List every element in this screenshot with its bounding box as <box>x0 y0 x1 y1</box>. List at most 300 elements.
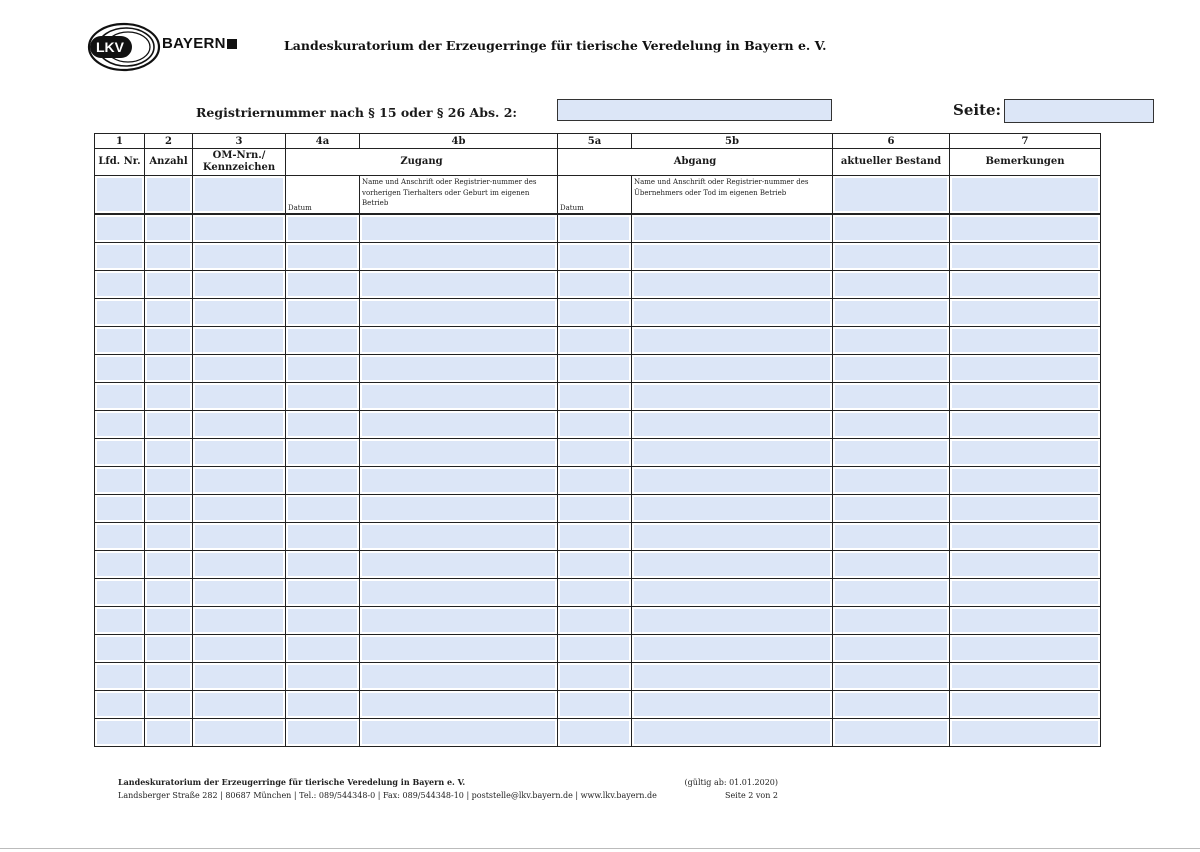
cell-lfd-nr[interactable] <box>95 691 145 719</box>
input-fill[interactable] <box>362 609 555 632</box>
input-fill[interactable] <box>835 721 947 744</box>
input-fill[interactable] <box>560 413 629 436</box>
cell-zugang[interactable] <box>360 243 558 271</box>
input-fill[interactable] <box>147 665 190 688</box>
cell-datum-zugang[interactable] <box>286 551 360 579</box>
input-fill[interactable] <box>634 469 830 492</box>
cell-om-nrn[interactable] <box>193 439 286 467</box>
cell-om-nrn[interactable] <box>193 663 286 691</box>
input-fill[interactable] <box>147 301 190 324</box>
cell-om-nrn[interactable] <box>193 214 286 243</box>
cell-anzahl[interactable] <box>145 551 193 579</box>
input-fill[interactable] <box>97 273 142 296</box>
input-fill[interactable] <box>560 273 629 296</box>
input-fill[interactable] <box>195 581 283 604</box>
cell-datum-abgang[interactable] <box>558 214 632 243</box>
input-fill[interactable] <box>560 637 629 660</box>
cell-bestand[interactable] <box>833 467 950 495</box>
input-fill[interactable] <box>560 525 629 548</box>
input-fill[interactable] <box>147 581 190 604</box>
input-fill[interactable] <box>835 469 947 492</box>
input-fill[interactable] <box>147 525 190 548</box>
input-fill[interactable] <box>952 217 1098 240</box>
input-fill[interactable] <box>288 245 357 268</box>
cell-zugang[interactable] <box>360 214 558 243</box>
cell-lfd-nr[interactable] <box>95 551 145 579</box>
cell-anzahl[interactable] <box>145 635 193 663</box>
cell-zugang[interactable] <box>360 355 558 383</box>
cell-bemerkungen[interactable] <box>950 355 1101 383</box>
input-fill[interactable] <box>952 581 1098 604</box>
cell-lfd-nr[interactable] <box>95 271 145 299</box>
input-fill[interactable] <box>288 273 357 296</box>
cell-abgang[interactable] <box>632 439 833 467</box>
input-fill[interactable] <box>147 413 190 436</box>
cell-lfd-nr[interactable] <box>95 467 145 495</box>
input-fill[interactable] <box>195 469 283 492</box>
cell-zugang[interactable] <box>360 691 558 719</box>
input-fill[interactable] <box>952 609 1098 632</box>
cell-datum-zugang[interactable] <box>286 663 360 691</box>
input-fill[interactable] <box>362 665 555 688</box>
input-fill[interactable] <box>835 609 947 632</box>
input-fill[interactable] <box>147 693 190 716</box>
input-fill[interactable] <box>97 413 142 436</box>
input-fill[interactable] <box>835 245 947 268</box>
input-fill[interactable] <box>195 665 283 688</box>
cell-lfd-nr[interactable] <box>95 663 145 691</box>
cell-bestand[interactable] <box>833 439 950 467</box>
input-fill[interactable] <box>97 385 142 408</box>
cell-bestand[interactable] <box>833 327 950 355</box>
input-fill[interactable] <box>560 217 629 240</box>
cell-abgang[interactable] <box>632 691 833 719</box>
input-fill[interactable] <box>835 329 947 352</box>
cell-om-nrn[interactable] <box>193 691 286 719</box>
input-fill[interactable] <box>560 609 629 632</box>
input-fill[interactable] <box>634 497 830 520</box>
input-fill[interactable] <box>952 497 1098 520</box>
input-fill[interactable] <box>147 553 190 576</box>
cell-bemerkungen[interactable] <box>950 327 1101 355</box>
cell-zugang[interactable] <box>360 411 558 439</box>
cell-abgang[interactable] <box>632 214 833 243</box>
cell-zugang[interactable] <box>360 551 558 579</box>
input-fill[interactable] <box>560 581 629 604</box>
input-fill[interactable] <box>288 553 357 576</box>
cell-lfd-nr[interactable] <box>95 495 145 523</box>
input-fill[interactable] <box>97 469 142 492</box>
input-fill[interactable] <box>97 497 142 520</box>
input-fill[interactable] <box>362 413 555 436</box>
input-fill[interactable] <box>362 581 555 604</box>
cell-datum-abgang[interactable] <box>558 579 632 607</box>
cell-abgang[interactable] <box>632 607 833 635</box>
cell-datum-abgang[interactable] <box>558 691 632 719</box>
cell-abgang[interactable] <box>632 663 833 691</box>
input-fill[interactable] <box>195 609 283 632</box>
cell-bemerkungen[interactable] <box>950 411 1101 439</box>
cell-datum-abgang[interactable] <box>558 355 632 383</box>
cell-bestand[interactable] <box>833 214 950 243</box>
input-fill[interactable] <box>97 693 142 716</box>
cell-bemerkungen[interactable] <box>950 607 1101 635</box>
input-fill[interactable] <box>97 357 142 380</box>
input-fill[interactable] <box>288 665 357 688</box>
cell-abgang[interactable] <box>632 355 833 383</box>
input-fill[interactable] <box>147 721 190 744</box>
cell-lfd-nr[interactable] <box>95 243 145 271</box>
cell-bestand[interactable] <box>833 635 950 663</box>
cell-anzahl[interactable] <box>145 663 193 691</box>
cell-om-nrn[interactable] <box>193 411 286 439</box>
cell-datum-zugang[interactable] <box>286 299 360 327</box>
cell-anzahl[interactable] <box>145 719 193 747</box>
input-fill[interactable] <box>952 525 1098 548</box>
cell-lfd-nr[interactable] <box>95 327 145 355</box>
input-fill[interactable] <box>835 441 947 464</box>
page-field[interactable] <box>1004 99 1154 123</box>
cell-zugang[interactable] <box>360 383 558 411</box>
cell-bestand[interactable] <box>833 579 950 607</box>
cell-datum-zugang[interactable] <box>286 355 360 383</box>
cell-lfd-nr[interactable] <box>95 299 145 327</box>
input-fill[interactable] <box>362 469 555 492</box>
input-fill[interactable] <box>835 217 947 240</box>
cell-bestand[interactable] <box>833 495 950 523</box>
cell-zugang[interactable] <box>360 327 558 355</box>
input-fill[interactable] <box>634 637 830 660</box>
cell-lfd-nr[interactable] <box>95 214 145 243</box>
input-fill[interactable] <box>362 693 555 716</box>
cell-datum-abgang[interactable] <box>558 663 632 691</box>
input-fill[interactable] <box>288 441 357 464</box>
input-fill[interactable] <box>952 665 1098 688</box>
cell-anzahl[interactable] <box>145 383 193 411</box>
input-fill[interactable] <box>634 273 830 296</box>
input-fill[interactable] <box>835 553 947 576</box>
cell-bemerkungen[interactable] <box>950 271 1101 299</box>
input-fill[interactable] <box>147 441 190 464</box>
cell-datum-zugang[interactable] <box>286 467 360 495</box>
input-fill[interactable] <box>835 301 947 324</box>
cell-om-nrn[interactable] <box>193 299 286 327</box>
cell-zugang[interactable] <box>360 271 558 299</box>
cell-abgang[interactable] <box>632 383 833 411</box>
cell-anzahl[interactable] <box>145 299 193 327</box>
input-fill[interactable] <box>97 609 142 632</box>
input-fill[interactable] <box>97 553 142 576</box>
cell-bemerkungen[interactable] <box>950 439 1101 467</box>
input-fill[interactable] <box>362 497 555 520</box>
input-fill[interactable] <box>195 637 283 660</box>
input-fill[interactable] <box>97 525 142 548</box>
cell-anzahl[interactable] <box>145 355 193 383</box>
cell-anzahl[interactable] <box>145 467 193 495</box>
input-fill[interactable] <box>288 329 357 352</box>
input-fill[interactable] <box>835 665 947 688</box>
cell-bestand[interactable] <box>833 411 950 439</box>
input-fill[interactable] <box>634 329 830 352</box>
cell-datum-abgang[interactable] <box>558 607 632 635</box>
input-fill[interactable] <box>835 385 947 408</box>
cell-abgang[interactable] <box>632 467 833 495</box>
input-fill[interactable] <box>362 329 555 352</box>
cell-abgang[interactable] <box>632 579 833 607</box>
input-fill[interactable] <box>362 301 555 324</box>
input-fill[interactable] <box>634 413 830 436</box>
input-fill[interactable] <box>97 581 142 604</box>
input-fill[interactable] <box>97 245 142 268</box>
cell-bemerkungen[interactable] <box>950 495 1101 523</box>
cell-abgang[interactable] <box>632 635 833 663</box>
input-fill[interactable] <box>288 217 357 240</box>
cell-om-nrn[interactable] <box>193 635 286 663</box>
cell-datum-abgang[interactable] <box>558 299 632 327</box>
input-fill[interactable] <box>634 553 830 576</box>
cell-datum-abgang[interactable] <box>558 411 632 439</box>
cell-datum-zugang[interactable] <box>286 719 360 747</box>
input-fill[interactable] <box>288 469 357 492</box>
input-fill[interactable] <box>147 329 190 352</box>
input-fill[interactable] <box>195 525 283 548</box>
cell-bemerkungen[interactable] <box>950 551 1101 579</box>
cell-bestand[interactable] <box>833 719 950 747</box>
input-fill[interactable] <box>560 385 629 408</box>
input-fill[interactable] <box>288 413 357 436</box>
cell-datum-zugang[interactable] <box>286 635 360 663</box>
cell-om-nrn[interactable] <box>193 551 286 579</box>
cell-zugang[interactable] <box>360 607 558 635</box>
input-fill[interactable] <box>362 441 555 464</box>
input-fill[interactable] <box>835 581 947 604</box>
input-fill[interactable] <box>195 245 283 268</box>
cell-lfd-nr[interactable] <box>95 635 145 663</box>
input-fill[interactable] <box>195 497 283 520</box>
input-fill[interactable] <box>634 581 830 604</box>
cell-zugang[interactable] <box>360 579 558 607</box>
registration-number-field[interactable] <box>557 99 832 121</box>
cell-bemerkungen[interactable] <box>950 383 1101 411</box>
cell-datum-zugang[interactable] <box>286 607 360 635</box>
input-fill[interactable] <box>952 385 1098 408</box>
input-fill[interactable] <box>147 245 190 268</box>
input-fill[interactable] <box>195 693 283 716</box>
input-fill[interactable] <box>952 721 1098 744</box>
input-fill[interactable] <box>195 721 283 744</box>
input-fill[interactable] <box>634 441 830 464</box>
input-fill[interactable] <box>634 217 830 240</box>
input-fill[interactable] <box>560 329 629 352</box>
input-fill[interactable] <box>835 693 947 716</box>
input-fill[interactable] <box>835 525 947 548</box>
cell-zugang[interactable] <box>360 299 558 327</box>
input-fill[interactable] <box>952 273 1098 296</box>
cell-om-nrn[interactable] <box>193 495 286 523</box>
input-fill[interactable] <box>634 357 830 380</box>
input-fill[interactable] <box>560 665 629 688</box>
input-fill[interactable] <box>634 525 830 548</box>
cell-om-nrn[interactable] <box>193 719 286 747</box>
cell-datum-abgang[interactable] <box>558 495 632 523</box>
cell-abgang[interactable] <box>632 411 833 439</box>
cell-om-nrn[interactable] <box>193 467 286 495</box>
input-fill[interactable] <box>560 357 629 380</box>
input-fill[interactable] <box>952 637 1098 660</box>
input-fill[interactable] <box>362 553 555 576</box>
cell-lfd-nr[interactable] <box>95 383 145 411</box>
input-fill[interactable] <box>560 693 629 716</box>
input-fill[interactable] <box>147 637 190 660</box>
input-fill[interactable] <box>560 301 629 324</box>
cell-bestand[interactable] <box>833 663 950 691</box>
cell-zugang[interactable] <box>360 495 558 523</box>
input-fill[interactable] <box>195 553 283 576</box>
input-fill[interactable] <box>195 385 283 408</box>
input-fill[interactable] <box>634 721 830 744</box>
input-fill[interactable] <box>952 245 1098 268</box>
cell-anzahl[interactable] <box>145 439 193 467</box>
input-fill[interactable] <box>634 385 830 408</box>
cell-om-nrn[interactable] <box>193 327 286 355</box>
cell-abgang[interactable] <box>632 327 833 355</box>
cell-anzahl[interactable] <box>145 495 193 523</box>
input-fill[interactable] <box>362 217 555 240</box>
cell-anzahl[interactable] <box>145 579 193 607</box>
cell-om-nrn[interactable] <box>193 607 286 635</box>
cell-datum-zugang[interactable] <box>286 523 360 551</box>
cell-datum-zugang[interactable] <box>286 439 360 467</box>
cell-datum-zugang[interactable] <box>286 214 360 243</box>
cell-bemerkungen[interactable] <box>950 719 1101 747</box>
input-fill[interactable] <box>835 497 947 520</box>
input-fill[interactable] <box>97 637 142 660</box>
input-fill[interactable] <box>560 441 629 464</box>
input-fill[interactable] <box>560 553 629 576</box>
cell-bestand[interactable] <box>833 551 950 579</box>
input-fill[interactable] <box>195 301 283 324</box>
input-fill[interactable] <box>288 301 357 324</box>
cell-bestand[interactable] <box>833 607 950 635</box>
input-fill[interactable] <box>362 525 555 548</box>
input-fill[interactable] <box>288 497 357 520</box>
cell-bemerkungen[interactable] <box>950 467 1101 495</box>
input-fill[interactable] <box>362 273 555 296</box>
cell-datum-abgang[interactable] <box>558 271 632 299</box>
input-fill[interactable] <box>952 357 1098 380</box>
cell-datum-zugang[interactable] <box>286 271 360 299</box>
input-fill[interactable] <box>195 413 283 436</box>
input-fill[interactable] <box>362 245 555 268</box>
cell-zugang[interactable] <box>360 439 558 467</box>
cell-anzahl[interactable] <box>145 691 193 719</box>
input-fill[interactable] <box>147 609 190 632</box>
cell-lfd-nr[interactable] <box>95 607 145 635</box>
input-fill[interactable] <box>835 357 947 380</box>
cell-anzahl[interactable] <box>145 523 193 551</box>
cell-datum-abgang[interactable] <box>558 243 632 271</box>
input-fill[interactable] <box>952 441 1098 464</box>
cell-abgang[interactable] <box>632 719 833 747</box>
cell-bemerkungen[interactable] <box>950 635 1101 663</box>
cell-bemerkungen[interactable] <box>950 663 1101 691</box>
cell-datum-zugang[interactable] <box>286 691 360 719</box>
input-fill[interactable] <box>288 721 357 744</box>
cell-zugang[interactable] <box>360 635 558 663</box>
cell-bemerkungen[interactable] <box>950 214 1101 243</box>
input-fill[interactable] <box>147 273 190 296</box>
input-fill[interactable] <box>288 637 357 660</box>
input-fill[interactable] <box>835 413 947 436</box>
input-fill[interactable] <box>97 329 142 352</box>
cell-bemerkungen[interactable] <box>950 579 1101 607</box>
cell-datum-abgang[interactable] <box>558 327 632 355</box>
cell-lfd-nr[interactable] <box>95 355 145 383</box>
cell-abgang[interactable] <box>632 523 833 551</box>
input-fill[interactable] <box>634 301 830 324</box>
input-fill[interactable] <box>147 385 190 408</box>
cell-datum-abgang[interactable] <box>558 439 632 467</box>
input-fill[interactable] <box>362 357 555 380</box>
cell-bestand[interactable] <box>833 523 950 551</box>
input-fill[interactable] <box>195 273 283 296</box>
input-fill[interactable] <box>560 721 629 744</box>
input-fill[interactable] <box>147 217 190 240</box>
input-fill[interactable] <box>195 217 283 240</box>
cell-bestand[interactable] <box>833 355 950 383</box>
input-fill[interactable] <box>952 469 1098 492</box>
input-fill[interactable] <box>835 273 947 296</box>
cell-bemerkungen[interactable] <box>950 691 1101 719</box>
cell-om-nrn[interactable] <box>193 523 286 551</box>
input-fill[interactable] <box>952 693 1098 716</box>
cell-datum-zugang[interactable] <box>286 243 360 271</box>
cell-datum-zugang[interactable] <box>286 579 360 607</box>
cell-zugang[interactable] <box>360 467 558 495</box>
cell-anzahl[interactable] <box>145 327 193 355</box>
cell-bestand[interactable] <box>833 271 950 299</box>
cell-lfd-nr[interactable] <box>95 719 145 747</box>
cell-om-nrn[interactable] <box>193 355 286 383</box>
cell-abgang[interactable] <box>632 243 833 271</box>
input-fill[interactable] <box>288 357 357 380</box>
cell-datum-abgang[interactable] <box>558 719 632 747</box>
input-fill[interactable] <box>195 441 283 464</box>
input-fill[interactable] <box>288 525 357 548</box>
input-fill[interactable] <box>362 721 555 744</box>
input-fill[interactable] <box>362 637 555 660</box>
cell-anzahl[interactable] <box>145 214 193 243</box>
cell-abgang[interactable] <box>632 495 833 523</box>
input-fill[interactable] <box>147 469 190 492</box>
input-fill[interactable] <box>362 385 555 408</box>
cell-bestand[interactable] <box>833 383 950 411</box>
cell-om-nrn[interactable] <box>193 271 286 299</box>
input-fill[interactable] <box>952 329 1098 352</box>
input-fill[interactable] <box>634 693 830 716</box>
input-fill[interactable] <box>952 553 1098 576</box>
input-fill[interactable] <box>634 665 830 688</box>
cell-datum-zugang[interactable] <box>286 327 360 355</box>
cell-om-nrn[interactable] <box>193 243 286 271</box>
cell-anzahl[interactable] <box>145 271 193 299</box>
input-fill[interactable] <box>147 357 190 380</box>
cell-lfd-nr[interactable] <box>95 439 145 467</box>
cell-bestand[interactable] <box>833 691 950 719</box>
cell-om-nrn[interactable] <box>193 383 286 411</box>
input-fill[interactable] <box>97 441 142 464</box>
cell-bemerkungen[interactable] <box>950 523 1101 551</box>
